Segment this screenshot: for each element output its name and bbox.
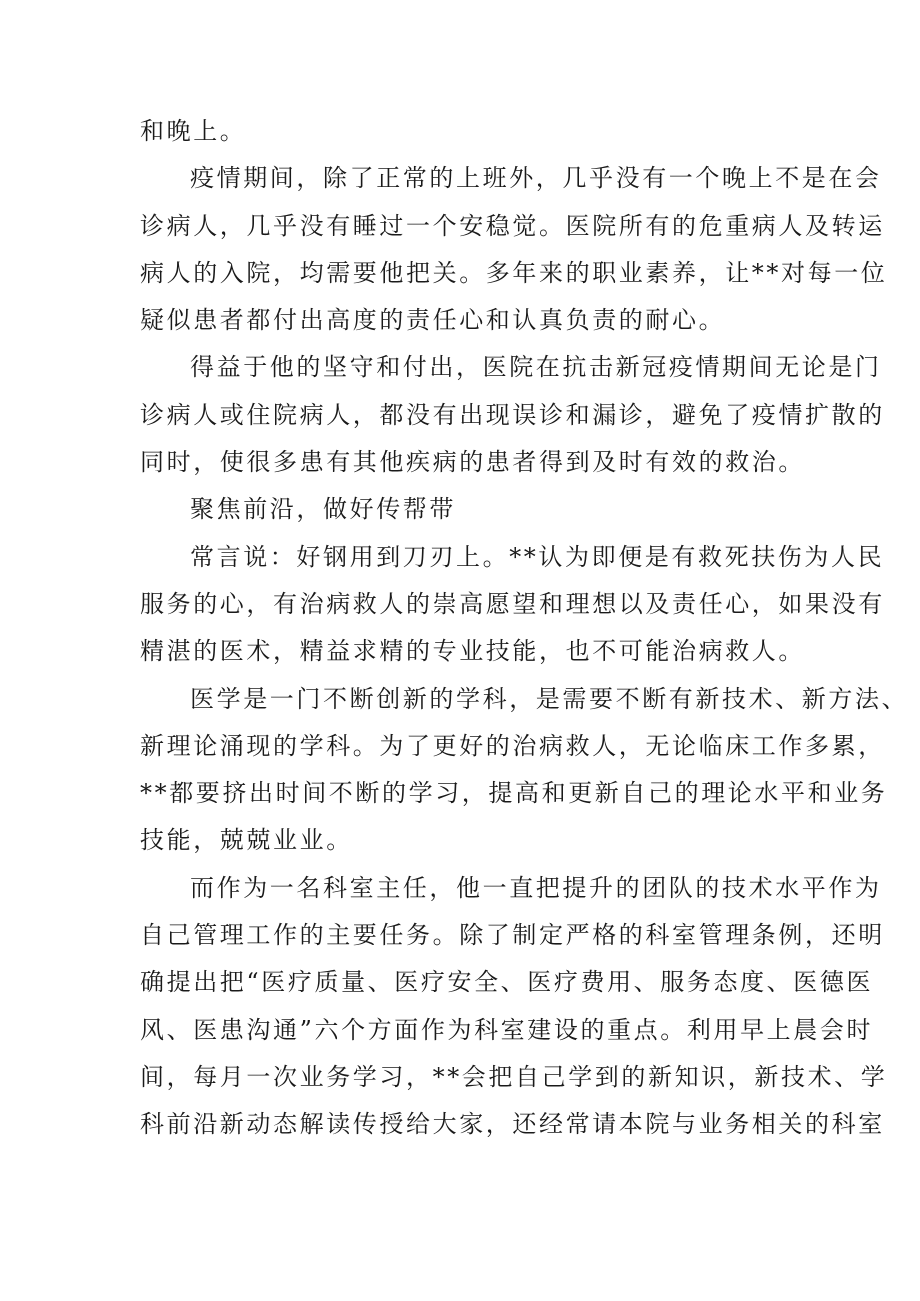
- text-line: 风、医患沟通”六个方面作为科室建设的重点。利用早上晨会时: [140, 1015, 874, 1044]
- paragraph: [140, 676, 909, 865]
- text-line: 聚焦前沿，做好传帮带: [190, 495, 456, 524]
- paragraph: [140, 344, 885, 486]
- text-line: 间，每月一次业务学习，**会把自己学到的新知识，新技术、学: [140, 1062, 888, 1091]
- text-line: 科前沿新动态解读传授给大家，还经常请本院与业务相关的科室: [140, 1110, 885, 1139]
- text-line: 确提出把“医疗质量、医疗安全、医疗费用、服务态度、医德医: [140, 968, 874, 997]
- text-line: 和晚上。: [140, 117, 247, 145]
- text-line: 诊病人，几乎没有睡过一个安稳觉。医院所有的危重病人及转运: [140, 211, 885, 240]
- paragraph: [140, 865, 888, 1149]
- text-line: 疫情期间，除了正常的上班外，几乎没有一个晚上不是在会: [190, 164, 882, 193]
- text-line: 精湛的医术，精益求精的专业技能，也不可能治病救人。: [140, 637, 805, 666]
- text-line: 诊病人或住院病人，都没有出现误诊和漏诊，避免了疫情扩散的: [140, 400, 885, 429]
- text-line: 自己管理工作的主要任务。除了制定严格的科室管理条例，还明: [140, 921, 885, 950]
- paragraph: [140, 155, 888, 344]
- text-line: 而作为一名科室主任，他一直把提升的团队的技术水平作为: [190, 873, 882, 902]
- text-line: 同时，使很多患有其他疾病的患者得到及时有效的救治。: [140, 448, 805, 477]
- text-line: 新理论涌现的学科。为了更好的治病救人，无论临床工作多累，: [140, 731, 885, 760]
- text-line: 病人的入院，均需要他把关。多年来的职业素养，让**对每一位: [140, 258, 888, 287]
- paragraph: [140, 108, 790, 155]
- section-heading: [140, 486, 790, 533]
- text-line: 常言说：好钢用到刀刃上。**认为即便是有救死扶伤为人民: [190, 542, 885, 571]
- text-line: 疑似患者都付出高度的责任心和认真负责的耐心。: [140, 306, 726, 335]
- text-line: **都要挤出时间不断的学习，提高和更新自己的理论水平和业务: [140, 779, 888, 808]
- text-line: 得益于他的坚守和付出，医院在抗击新冠疫情期间无论是门: [190, 353, 882, 382]
- text-line: 医学是一门不断创新的学科，是需要不断有新技术、新方法、: [190, 684, 909, 713]
- text-line: 服务的心，有治病救人的崇高愿望和理想以及责任心，如果没有: [140, 589, 885, 618]
- text-line: 技能，兢兢业业。: [140, 826, 353, 855]
- document-body: [140, 108, 909, 1149]
- paragraph: [140, 534, 885, 676]
